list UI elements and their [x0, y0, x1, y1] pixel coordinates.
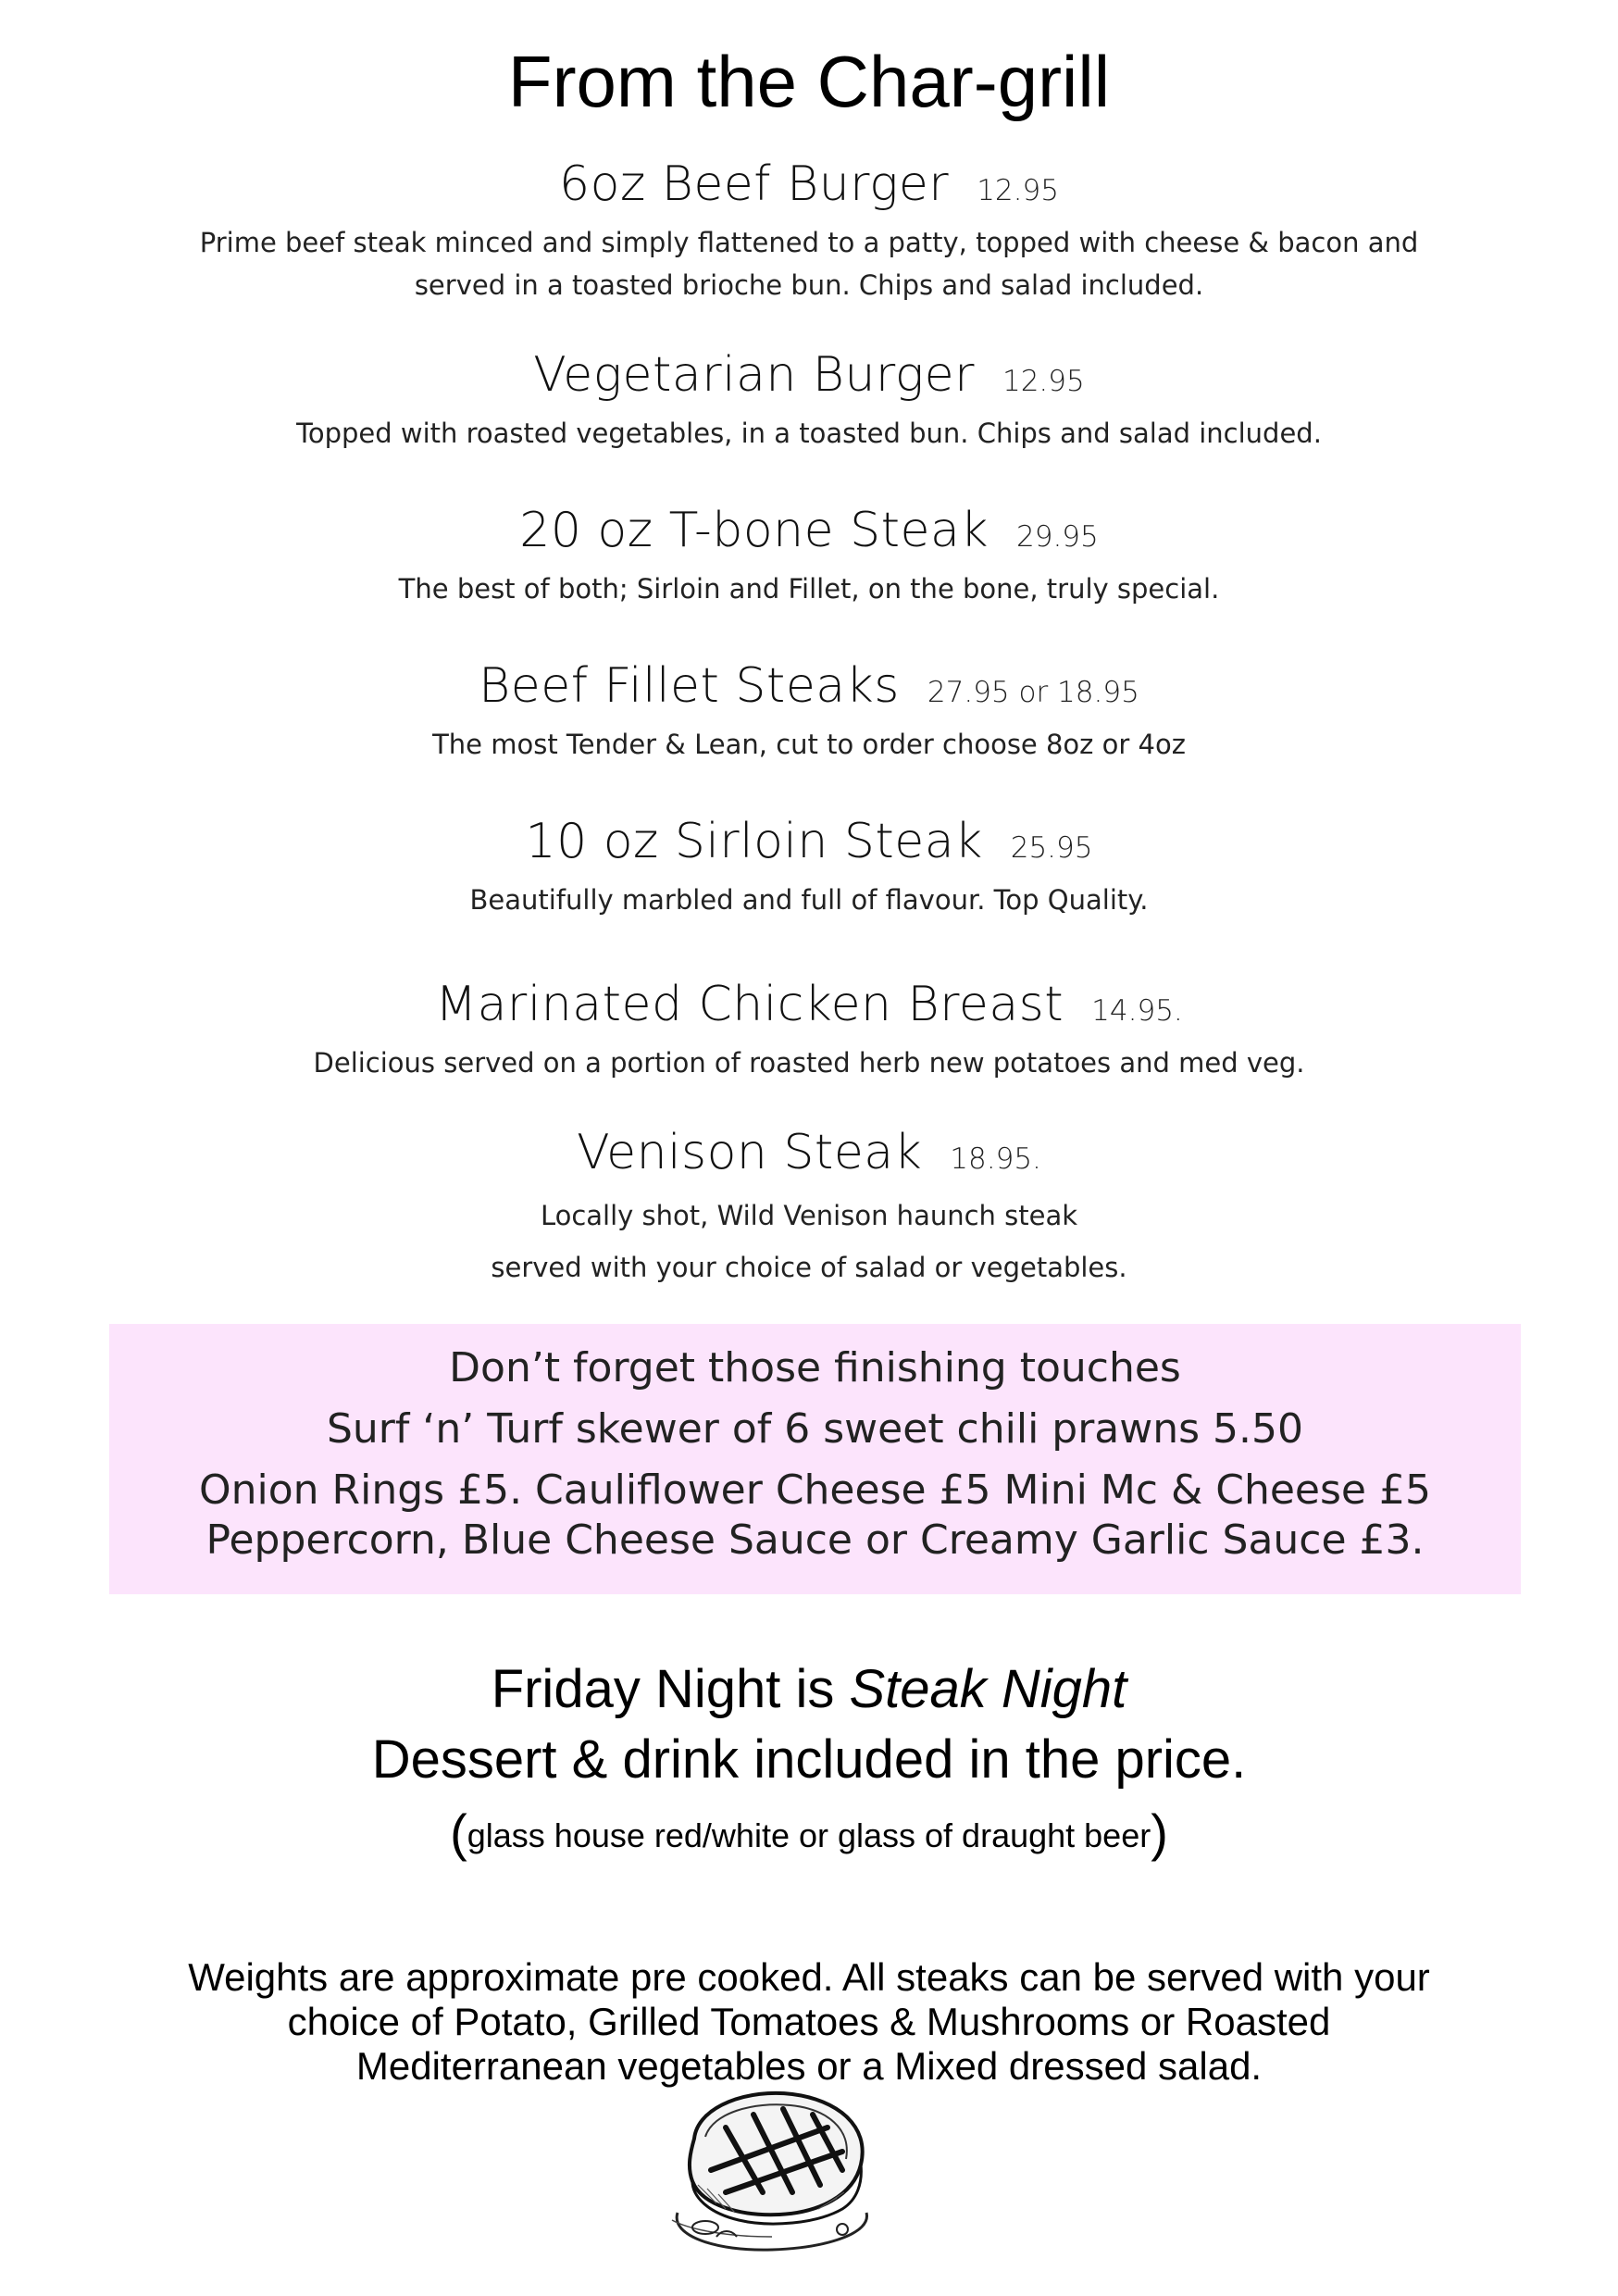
promo-emphasis: Steak Night [849, 1659, 1127, 1719]
menu-item-price: 27.95 or 18.95 [927, 676, 1139, 709]
description-line: served with your choice of salad or vegetables. [491, 1252, 1127, 1283]
description-line: served in a toasted brioche bun. Chips and salad included. [414, 269, 1204, 301]
menu-item-price: 12.95 [977, 174, 1059, 207]
description-line: Beautifully marbled and full of flavour. Top Quality. [469, 884, 1149, 916]
menu-item-description [0, 723, 1618, 766]
menu-item-name: Marinated Chicken Breast [435, 977, 1064, 1032]
menu-item-description [0, 879, 1618, 921]
description-line: Delicious served on a portion of roasted herb new potatoes and med veg. [313, 1047, 1305, 1079]
menu-item-description [0, 568, 1618, 610]
promo-note [0, 1805, 1618, 1864]
footer-line: Weights are approximate pre cooked. All steaks can be served with your [188, 1955, 1430, 1999]
menu-item [0, 1122, 1618, 1293]
description-line: The most Tender & Lean, cut to order choose 8oz or 4oz [432, 729, 1186, 760]
extras-box [109, 1324, 1521, 1594]
menu-item [0, 655, 1618, 766]
extras-line: Surf ‘n’ Turf skewer of 6 sweet chili prawns 5.50 [326, 1405, 1304, 1453]
menu-item-name: Beef Fillet Steaks [479, 658, 900, 714]
menu-item [0, 344, 1618, 455]
menu-item [0, 154, 1618, 306]
footer-line: choice of Potato, Grilled Tomatoes & Mushrooms or Roasted [287, 2000, 1331, 2043]
description-line: Prime beef steak minced and simply flattened to a patty, topped with cheese & bacon and [199, 227, 1419, 258]
menu-item-description [0, 412, 1618, 455]
menu-item-name: 6oz Beef Burger [559, 156, 950, 212]
paren-open: ( [450, 1803, 467, 1862]
menu-item-name: Venison Steak [577, 1125, 923, 1180]
menu-item-name: 10 oz Sirloin Steak [525, 814, 983, 869]
footer-line: Mediterranean vegetables or a Mixed dressed salad. [355, 2044, 1263, 2088]
extras-heading: Don’t forget those finishing touches [449, 1344, 1181, 1391]
menu-item-name: Vegetarian Burger [533, 347, 975, 403]
description-line: Topped with roasted vegetables, in a toasted bun. Chips and salad included. [296, 418, 1322, 449]
menu-item [0, 500, 1618, 610]
extras-line: Peppercorn, Blue Cheese Sauce or Creamy Garlic Sauce £3. [205, 1516, 1425, 1564]
menu-item-price: 25.95 [1010, 831, 1093, 865]
menu-item-price: 18.95. [950, 1142, 1041, 1176]
steak-sketch-icon [661, 2074, 883, 2259]
page-title: From the Char-grill [507, 41, 1111, 122]
menu-item-name: 20 oz T-bone Steak [519, 503, 989, 558]
promo-note-text: glass house red/white or glass of draught beer [467, 1816, 1151, 1854]
menu-item [0, 811, 1618, 921]
menu-item-price: 14.95. [1091, 994, 1183, 1028]
description-line: The best of both; Sirloin and Fillet, on the bone, truly special. [398, 573, 1220, 605]
footer-note [0, 1955, 1618, 2089]
menu-item-description [0, 1190, 1618, 1293]
promo-text: Friday Night is [491, 1659, 850, 1719]
menu-item-description [0, 1042, 1618, 1084]
menu-item-price: 29.95 [1016, 520, 1099, 554]
paren-close: ) [1151, 1803, 1168, 1862]
description-line: Locally shot, Wild Venison haunch steak [540, 1200, 1078, 1231]
promo-heading [0, 1657, 1618, 1722]
promo-subheading: Dessert & drink included in the price. [371, 1729, 1247, 1790]
extras-line: Onion Rings £5. Cauliflower Cheese £5 Mini Mc & Cheese £5 [199, 1466, 1431, 1514]
menu-item [0, 974, 1618, 1084]
menu-item-description [0, 221, 1618, 306]
menu-item-price: 12.95 [1002, 365, 1085, 398]
